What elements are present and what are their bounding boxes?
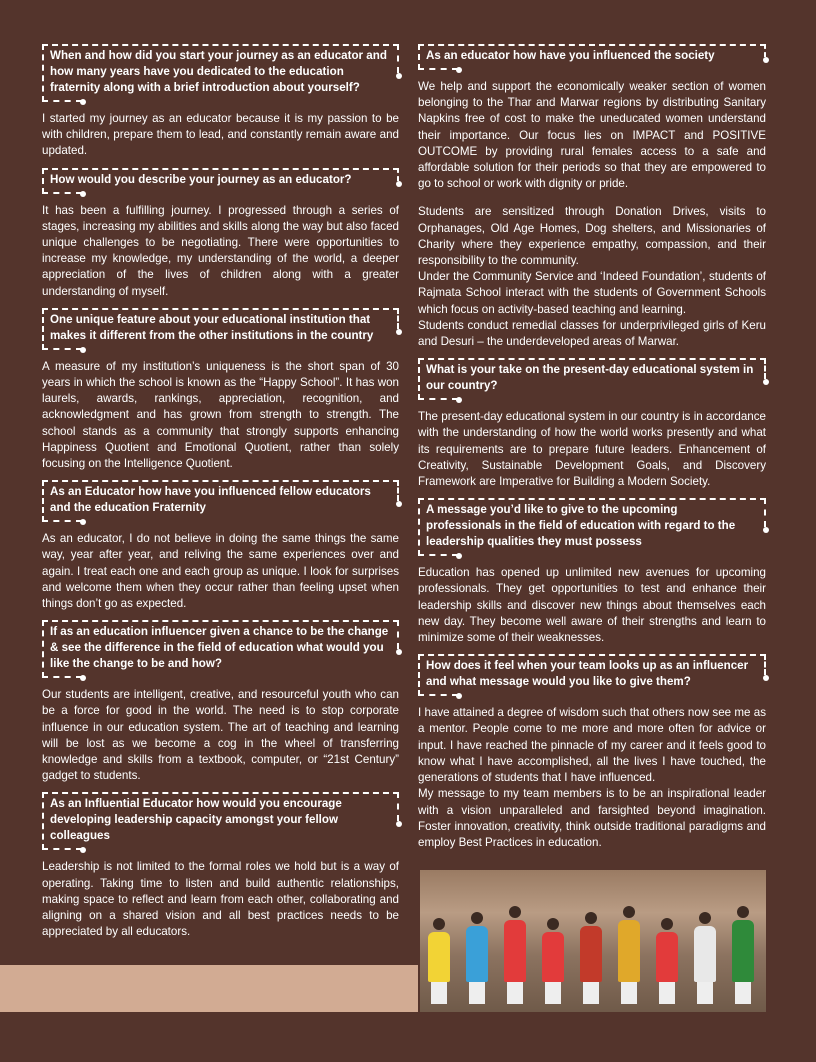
answer-text (42, 350, 399, 472)
dashed-frame-decoration (42, 848, 82, 850)
question-box (418, 654, 766, 696)
answer-paragraph: We help and support the economically weaker section of women belonging to the Thar and Marwar regions by distributing Sanitary Napkins free of cost to make the uneducated women understand their importance. Our focus lies on IMPACT and POSITIVE OUTCOME by providing rural females access to a safe and affordable solution for their periods so that they are empowered to go to school or work with dignity or pride. (418, 80, 766, 191)
student-figure (542, 918, 564, 1004)
answer-paragraph: My message to my team members is to be an inspirational leader with a vision unparalleled and farsighted beyond imagination. Foster innovation, creativity, think outside traditional paradigms and employ Best Practices in education. (418, 787, 766, 849)
dashed-frame-decoration (42, 168, 399, 170)
answer-text (42, 678, 399, 784)
dashed-frame-decoration (396, 821, 402, 827)
question-box (42, 44, 399, 102)
dashed-frame-decoration (418, 358, 766, 360)
qa-section (42, 792, 399, 940)
dashed-frame-decoration (764, 654, 766, 675)
dashed-frame-decoration (397, 308, 399, 329)
answer-text (42, 102, 399, 160)
question-text: How does it feel when your team looks up as an influencer and what message would you like to give them? (426, 659, 749, 689)
answer-paragraph: I have attained a degree of wisdom such that others now see me as a mentor. People come to me more and more often for advice or input. I have reached the pinnacle of my career and it feels good to know what I have accomplished, all the lives I have touched, the generations of students that I have influenced. (418, 706, 766, 785)
dashed-frame-decoration (42, 792, 399, 794)
question-box (42, 308, 399, 350)
dashed-frame-decoration (42, 620, 399, 622)
dashed-frame-decoration (764, 358, 766, 379)
dashed-frame-decoration (456, 67, 462, 73)
qa-section (42, 620, 399, 784)
dashed-frame-decoration (763, 675, 769, 681)
dashed-frame-decoration (42, 792, 44, 850)
student-figure (466, 912, 488, 1004)
qa-section (418, 654, 766, 851)
dashed-frame-decoration (42, 100, 82, 102)
question-text: As an educator how have you influenced the society (426, 49, 715, 62)
dashed-frame-decoration (42, 520, 82, 522)
dashed-frame-decoration (42, 192, 82, 194)
question-text: When and how did you start your journey as an educator and how many years have you dedicated to the education fraternity along with a brief introduction about yourself? (50, 49, 387, 94)
student-figure (618, 906, 640, 1004)
qa-section (42, 44, 399, 160)
left-column (42, 44, 399, 949)
dashed-frame-decoration (42, 308, 44, 350)
dashed-frame-decoration (80, 347, 86, 353)
right-column (418, 44, 766, 859)
dashed-frame-decoration (42, 348, 82, 350)
dashed-frame-decoration (397, 480, 399, 501)
dashed-frame-decoration (418, 498, 766, 500)
student-figure (504, 906, 526, 1004)
dashed-frame-decoration (418, 554, 458, 556)
student-figure (732, 906, 754, 1004)
dashed-frame-decoration (397, 44, 399, 73)
footer-band (0, 965, 418, 1012)
dashed-frame-decoration (418, 498, 420, 556)
question-box (42, 620, 399, 678)
answer-paragraph: A measure of my institution’s uniqueness is the short span of 30 years in which the school is known as the “Happy School”. It has won laurels, awards, rankings, appreciation, recognition, and acknowledgment and has grown from strength to strength. The school stands as a community that strongly supports enhancing Happiness Quotient and Emotional Quotient, rather than solely focusing on the Intelligence Quotient. (42, 359, 399, 471)
dashed-frame-decoration (418, 358, 420, 400)
question-text: How would you describe your journey as an educator? (50, 172, 352, 186)
dashed-frame-decoration (764, 498, 766, 527)
qa-section (42, 308, 399, 472)
qa-section (42, 168, 399, 300)
dashed-frame-decoration (396, 181, 402, 187)
qa-section (42, 480, 399, 612)
dashed-frame-decoration (396, 73, 402, 79)
dashed-frame-decoration (42, 308, 399, 310)
dashed-frame-decoration (763, 527, 769, 533)
answer-paragraph (418, 192, 766, 204)
dashed-frame-decoration (418, 44, 420, 70)
question-box (418, 498, 766, 556)
student-figure (428, 918, 450, 1004)
answer-text (418, 696, 766, 851)
answer-paragraph: Leadership is not limited to the formal roles we hold but is a way of operating. Taking time to listen and build authentic relationships, making space to reflect and learn from each other, collaborating and aligning on a shared vision and all best practices needs to be appreciated by all educators. (42, 860, 399, 939)
answer-text (418, 556, 766, 646)
answer-paragraph: Our students are intelligent, creative, and resourceful youth who can be a force for good in the world. The need is to stop corporate influence in our education system. The art of teaching and learning will be lost as we become a cog in the wheel of transferring knowledge and skills from a textbook, computer, or “21st Century” gadget to students. (42, 688, 399, 783)
dashed-frame-decoration (42, 676, 82, 678)
answer-paragraph: Education has opened up unlimited new avenues for upcoming professionals. They get opportunities to test and enhance their leadership skills and discover new things about themselves each new day. They become well aware of their strengths and learn to minimize some of their weaknesses. (418, 566, 766, 645)
answer-text (418, 70, 766, 350)
dashed-frame-decoration (396, 649, 402, 655)
answer-paragraph: The present-day educational system in our country is in accordance with the understanding of how the world works presently and what its requirements are to prepare future leaders. Enhancement of Creativity, Sustainable Development Goals, and Discovery Framework are Imperative for Building a Modern Society. (418, 410, 766, 489)
answer-text (42, 850, 399, 940)
student-figure (694, 912, 716, 1004)
qa-section (418, 498, 766, 646)
question-box (418, 44, 766, 70)
dashed-frame-decoration (42, 620, 44, 678)
question-text: As an Influential Educator how would you encourage developing leadership capacity amongst your fellow colleagues (50, 797, 342, 843)
question-box (42, 168, 399, 194)
dashed-frame-decoration (42, 168, 44, 194)
dashed-frame-decoration (418, 654, 420, 696)
answer-paragraph: I started my journey as an educator because it is my passion to be with children, prepare them to lead, and constantly remain aware and updated. (42, 112, 399, 158)
dashed-frame-decoration (397, 792, 399, 821)
students-photo (420, 870, 766, 1012)
dashed-frame-decoration (418, 694, 458, 696)
dashed-frame-decoration (396, 501, 402, 507)
dashed-frame-decoration (396, 329, 402, 335)
answer-text (42, 194, 399, 300)
student-figure (656, 918, 678, 1004)
dashed-frame-decoration (418, 654, 766, 656)
answer-paragraph: Students conduct remedial classes for underprivileged girls of Keru and Desuri – the underdeveloped areas of Marwar. (418, 318, 766, 349)
dashed-frame-decoration (42, 480, 44, 522)
dashed-frame-decoration (764, 44, 766, 57)
answer-paragraph: As an educator, I do not believe in doing the same things the same way, year after year, and reliving the same experiences over and again. I treat each one and each group as unique. I look for surprises and welcome them when they occur rather than feeling upset when things don’t go as expected. (42, 532, 399, 611)
answer-text (418, 400, 766, 490)
dashed-frame-decoration (80, 99, 86, 105)
dashed-frame-decoration (80, 191, 86, 197)
dashed-frame-decoration (763, 57, 769, 63)
dashed-frame-decoration (42, 44, 44, 102)
question-box (42, 792, 399, 850)
dashed-frame-decoration (763, 379, 769, 385)
question-text: A message you’d like to give to the upcoming professionals in the field of education with regard to the leadership qualities they must possess (426, 503, 736, 549)
dashed-frame-decoration (397, 168, 399, 181)
question-box (418, 358, 766, 400)
dashed-frame-decoration (418, 398, 458, 400)
qa-section (418, 358, 766, 490)
answer-paragraph: Under the Community Service and ‘Indeed Foundation’, students of Rajmata School interact with the students of Government Schools which focus on activity-based teaching and learning. (418, 270, 766, 316)
dashed-frame-decoration (418, 68, 458, 70)
answer-text (42, 522, 399, 612)
dashed-frame-decoration (418, 44, 766, 46)
dashed-frame-decoration (42, 480, 399, 482)
student-figure (580, 912, 602, 1004)
dashed-frame-decoration (397, 620, 399, 649)
question-text: One unique feature about your educational institution that makes it different from the other institutions in the country (50, 312, 374, 342)
question-box (42, 480, 399, 522)
question-text: What is your take on the present-day educational system in our country? (426, 363, 754, 393)
answer-paragraph: Students are sensitized through Donation Drives, visits to Orphanages, Old Age Homes, Dog shelters, and Missionaries of Charity where they experience empathy, compassion, and their responsibility to the community. (418, 205, 766, 268)
answer-paragraph: It has been a fulfilling journey. I progressed through a series of stages, increasing my abilities and skills along the way but also faced unique challenges to be negotiating. There were opportunities to increase my knowledge, my understanding of the world, a deeper appreciation of the lives of children along with a greater understanding of myself. (42, 203, 399, 298)
qa-section (418, 44, 766, 350)
question-text: If as an education influencer given a chance to be the change & see the difference in the field of education what would you like the change to be and how? (50, 625, 389, 671)
question-text: As an Educator how have you influenced fellow educators and the education Fraternity (50, 485, 371, 515)
dashed-frame-decoration (42, 44, 399, 46)
